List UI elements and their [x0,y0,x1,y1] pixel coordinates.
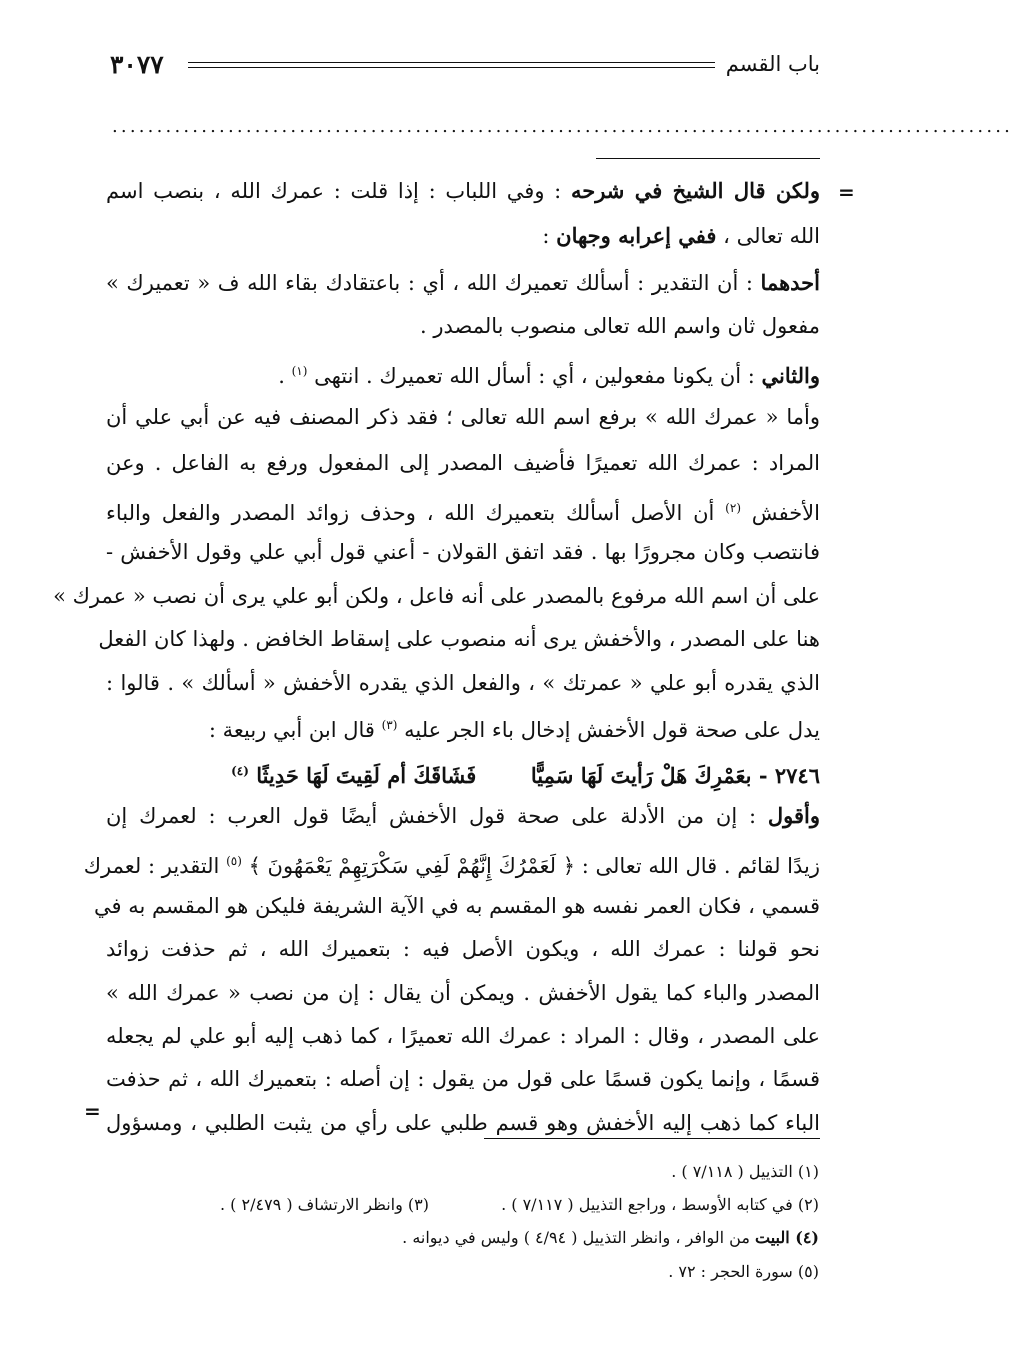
page-number: ٣٠٧٧ [110,50,164,79]
footnote: (١) التذييل ( ٧/١١٨ ) . [671,1162,819,1181]
text-line: والثاني : أن يكونا مفعولين ، أي : أسأل الله تعميرك . انتهى $^{(١)}$ . [278,363,820,388]
text-line: على أن اسم الله مرفوع بالمصدر على أنه فاعل ، ولكن أبو علي يرى أن نصب « عمرك » [53,584,820,608]
header-rule [188,62,715,63]
text-line: المراد : عمرك الله تعميرًا فأضيف المصدر إلى المفعول ورفع به الفاعل . وعن [106,451,820,475]
footnote-ref: (٤) [231,764,249,778]
footnote: (٢) في كتابه الأوسط ، وراجع التذييل ( ٧/١١٧ ) . [501,1195,819,1214]
footnote-ref: (٢) [725,501,741,515]
text-line: فانتصب وكان مجرورًا بها . فقد اتفق القولان - أعني قول أبي علي وقول الأخفش - [106,540,820,564]
poetry-verse [106,752,820,792]
text-line: الله تعالى ، ففي إعرابه وجهان : [542,223,820,248]
footnote: (٥) سورة الحجر : ٧٢ . [668,1262,819,1281]
text-line: يدل على صحة قول الأخفش إدخال باء الجر عليه $^{(٣)}$ قال ابن أبي ربيعة : [208,718,820,742]
text-line: قسمًا ، وإنما يكون قسمًا على قول من يقول : إن أصله : بتعميرك الله ، ثم حذفت [106,1067,820,1091]
verse-first-hemistich: ٢٧٤٦ - بعَمْرِكَ هَلْ رَأيتَ لَهَا سَمِيًّا [530,763,820,788]
footnote: (٤) البيت من الوافر ، وانظر التذييل ( ٤/٩٤ ) وليس في ديوانه . [402,1228,819,1247]
text-line: زيدًا لقائم . قال الله تعالى : ﴿ لَعَمْرُكَ إِنَّهُمْ لَفِي سَكْرَتِهِمْ يَعْمَهُونَ ﴾ $^{(٥)}$ التقدير : لعمرك [83,854,820,878]
text-line: وأما « عمرك الله » برفع اسم الله تعالى ؛ فقد ذكر المصنف فيه عن أبي علي أن [106,405,820,429]
continuation-mark: = [84,1099,101,1123]
text-line: وأقول : إن من الأدلة على صحة قول الأخفش أيضًا قول العرب : لعمرك إن [106,803,820,828]
text-line: مفعول ثان واسم الله تعالى منصوب بالمصدر . [419,314,820,338]
running-title: باب القسم [725,52,820,76]
header-rule [188,67,715,68]
text-line: على المصدر ، وقال : المراد : عمرك الله تعميرًا ، كما ذهب إليه أبو علي لم يجعله [106,1024,820,1048]
text-line: الباء كما ذهب إليه الأخفش وهو قسم طلبي على رأي من يثبت الطلبي ، ومسؤول [106,1111,820,1135]
text-line: قسمي ، فكان العمر نفسه هو المقسم به في الآية الشريفة فليكن هو المقسم به في [94,894,820,918]
verse-second-hemistich: فَشَاقَكَ أم لَقِيتَ لَهَا حَدِيثًا [256,763,477,788]
footnote-ref: (١) [291,364,308,378]
footnote-ref: (٣) [381,718,398,732]
section-rule [596,158,820,159]
dotted-separator: ..................................................................................................... [112,116,1013,137]
text-line: هنا على المصدر ، والأخفش يرى أنه منصوب على إسقاط الخافض . ولهذا كان الفعل [98,627,820,651]
text-line: الذي يقدره أبو علي « عمرتك » ، والفعل الذي يقدره الأخفش « أسألك » . قالوا : [106,671,820,695]
page-header [110,50,820,80]
footnote: (٣) وانظر الارتشاف ( ٢/٤٧٩ ) . [220,1195,429,1214]
footnote-ref: (٥) [226,854,242,868]
text-line: المصدر والباء كما يقول الأخفش . ويمكن أن يقال : إن من نصب « عمرك الله » [106,981,820,1005]
footnote-rule [484,1138,820,1139]
continuation-mark: = [838,180,855,204]
text-line: أحدهما : أن التقدير : أسألك تعميرك الله ، أي : باعتقادك بقاء الله ف « تعميرك » [106,270,820,295]
text-line: نحو قولنا : عمرك الله ، ويكون الأصل فيه : بتعميرك الله ، ثم حذفت زوائد [106,937,820,961]
text-line: الأخفش $^{(٢)}$ أن الأصل أسألك بتعميرك الله ، وحذف زوائد المصدر والفعل والباء [106,501,820,525]
text-line: ولكن قال الشيخ في شرحه : وفي اللباب : إذا قلت : عمرك الله ، بنصب اسم [106,178,820,203]
